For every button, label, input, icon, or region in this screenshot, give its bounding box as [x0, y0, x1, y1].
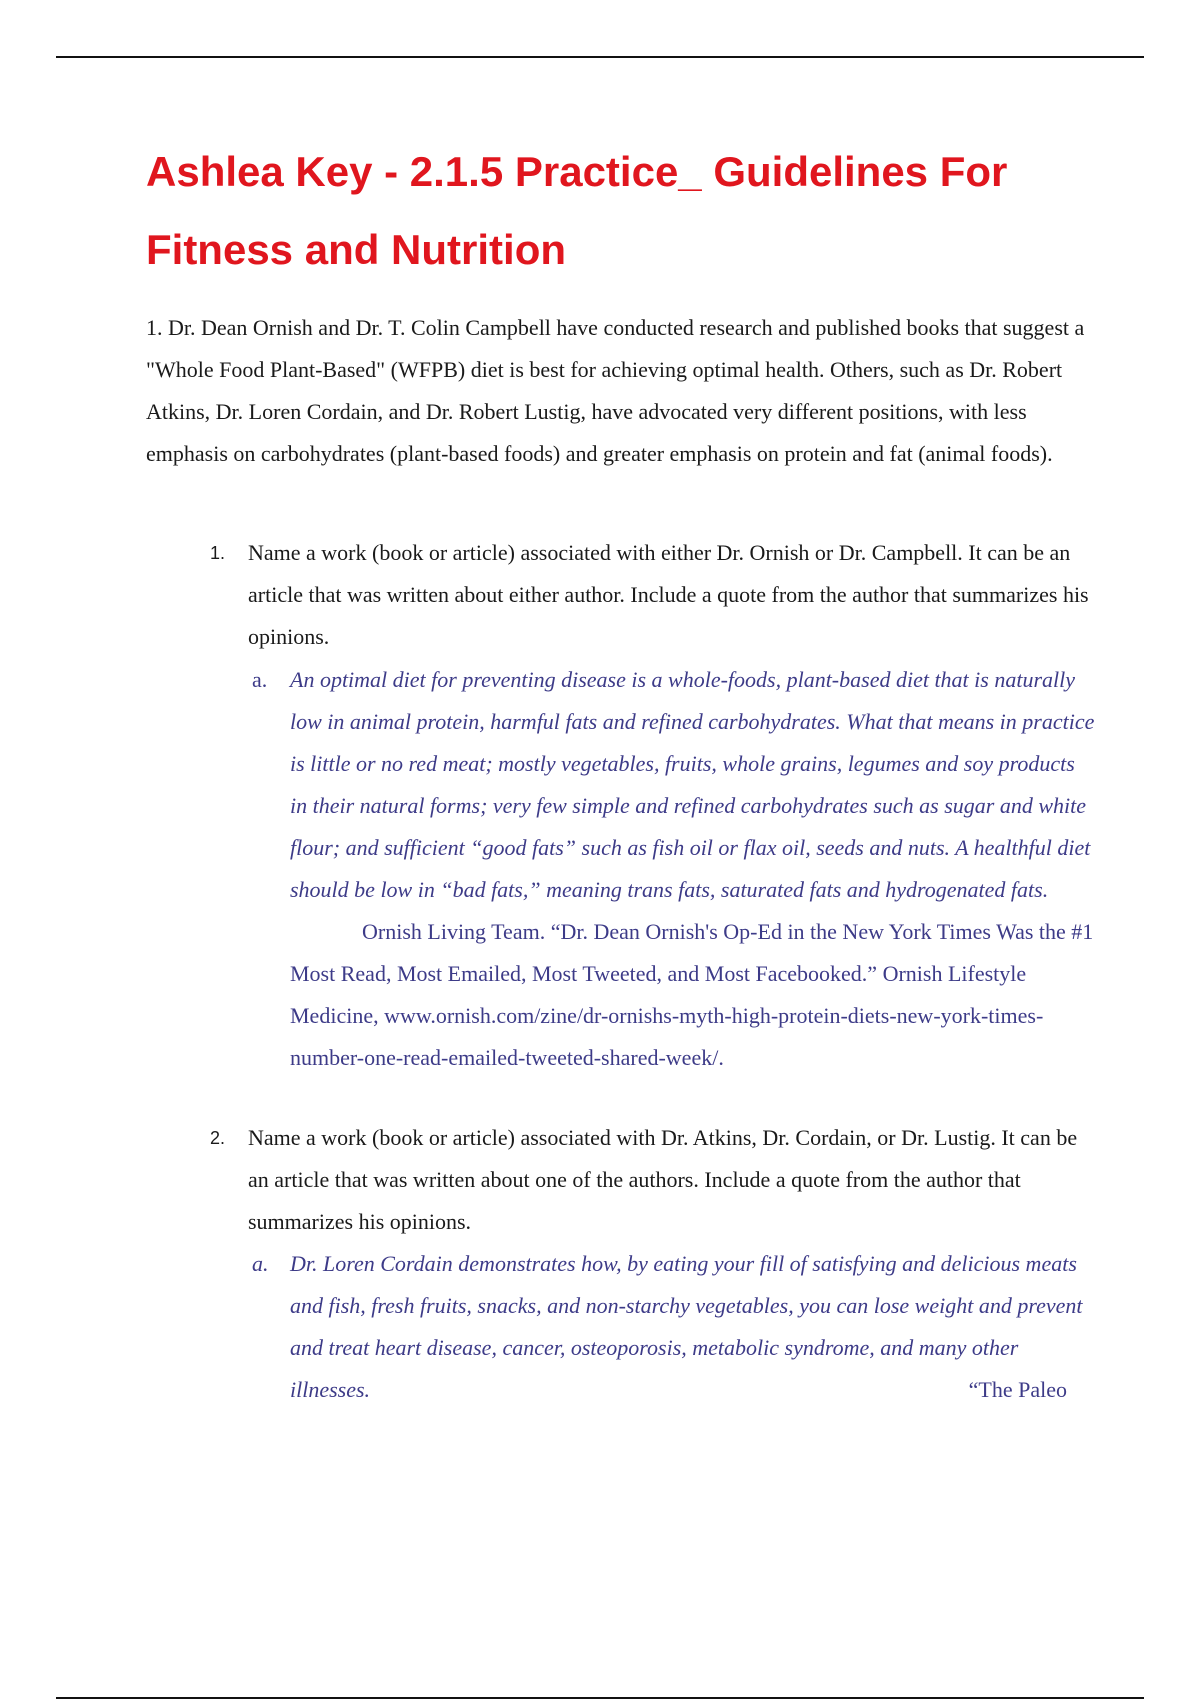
answer-1-quote: An optimal diet for preventing disease is a whole-foods, plant-based diet that is naturally low in animal protein, harmful fats and refined carbohydrates. What that means in practice is little or no red meat; mostly vegetables, fruits, whole grains, legumes and soy products in their natural forms; very few simple and refined carbohydrates such as sugar and white flour; and sufficient “good fats” such as fish oil or flax oil, seeds and nuts. A healthful diet should be low in “bad fats,” meaning trans fats, saturated fats and hydrogenated fats. — [290, 667, 1095, 902]
intro-paragraph: 1. Dr. Dean Ornish and Dr. T. Colin Campbell have conducted research and published books that suggest a "Whole Food Plant-Based" (WFPB) diet is best for achieving optimal health. Others, such as Dr. Robert Atkins, Dr. Loren Cordain, and Dr. Robert Lustig, have advocated very different positions, with less emphasis on carbohydrates (plant-based foods) and greater emphasis on protein and fat (animal foods). — [146, 315, 1085, 466]
question-2-text: Name a work (book or article) associated with Dr. Atkins, Dr. Cordain, or Dr. Lustig. It can be an article that was written about one of the authors. Include a quote from the author that summarizes his opinions. — [248, 1125, 1078, 1234]
answer-2-quote-block — [290, 1243, 1097, 1411]
answer-1 — [252, 659, 1097, 1079]
answer-2-letter: a. — [252, 1251, 269, 1276]
question-2-number: 2. — [210, 1128, 226, 1148]
answer-2 — [252, 1243, 1097, 1411]
answer-2-citation-start: “The Paleo — [968, 1377, 1067, 1402]
answer-1-letter: a. — [252, 667, 268, 692]
question-1-text: Name a work (book or article) associated with either Dr. Ornish or Dr. Campbell. It can be an article that was written about either author. Include a quote from the author that summarizes his opinions. — [248, 540, 1089, 649]
header-rule — [56, 56, 1144, 58]
footer-rule — [56, 1697, 1144, 1699]
answer-2-quote: Dr. Loren Cordain demonstrates how, by eating your fill of satisfying and delicious meats and fish, fresh fruits, snacks, and non-starchy vegetables, you can lose weight and prevent and treat heart disease, cancer, osteoporosis, metabolic syndrome, and many other illnesses. — [290, 1251, 1083, 1402]
question-1-number: 1. — [210, 543, 226, 563]
question-2 — [210, 1117, 1090, 1243]
question-1 — [210, 532, 1090, 658]
answer-1-citation: Ornish Living Team. “Dr. Dean Ornish's Op-Ed in the New York Times Was the #1 Most Read, Most Emailed, Most Tweeted, and Most Facebooked.” Ornish Lifestyle Medicine, www.ornish.com/zine/dr-ornishs-myth-high-protein-diets-new-york-times-number-one-read-emailed-tweeted-shared-week/. — [290, 919, 1094, 1070]
answer-1-citation-block — [290, 911, 1097, 1079]
document-title: Ashlea Key - 2.1.5 Practice_ Guidelines For Fitness and Nutrition — [146, 148, 1008, 273]
